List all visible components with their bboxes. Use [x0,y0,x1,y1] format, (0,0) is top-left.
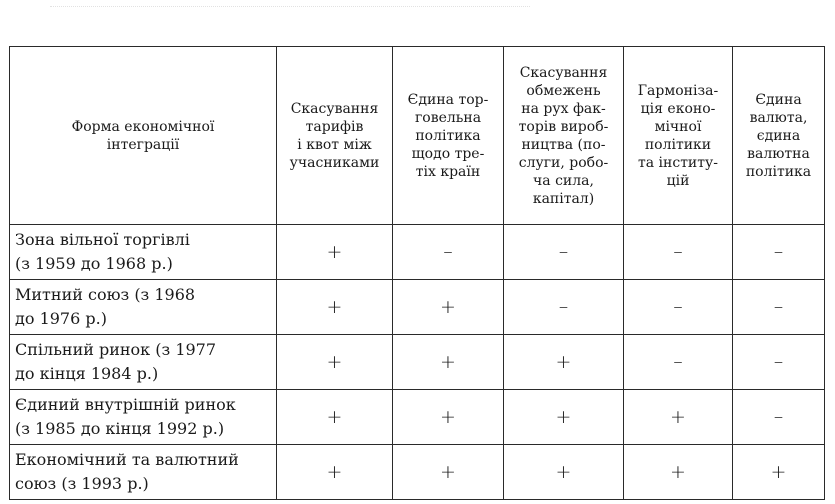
table-cell-mark: + [624,390,733,445]
row-label-common-market: Спільний ринок (з 1977 до кінця 1984 р.) [10,335,277,390]
header-common-trade-policy: Єдина тор- говельна політика щодо тре- тіх країн [393,47,504,225]
row-label-free-trade-zone: Зона вільної торгівлі (з 1959 до 1968 р.) [10,225,277,280]
table-cell-mark: – [733,335,825,390]
header-row [10,47,825,225]
table-row [10,225,825,280]
table-cell-mark: + [504,335,624,390]
table-cell-mark: + [393,445,504,500]
table-cell-mark: – [393,225,504,280]
table-cell-mark: – [624,280,733,335]
header-single-currency: Єдина валюта, єдина валютна політика [733,47,825,225]
row-label-economic-monetary-union: Економічний та валютний союз (з 1993 р.) [10,445,277,500]
table-cell-mark: + [624,445,733,500]
table-cell-mark: + [733,445,825,500]
scan-artifact-line [50,6,530,19]
row-label-customs-union: Митний союз (з 1968 до 1976 р.) [10,280,277,335]
table-cell-mark: + [393,390,504,445]
table-cell-mark: + [277,280,393,335]
table-cell-mark: + [504,445,624,500]
header-policy-harmonization: Гармоніза- ція еконо- мічної політики та інститу- цій [624,47,733,225]
table-cell-mark: – [504,225,624,280]
table-cell-mark: + [393,280,504,335]
table-cell-mark: + [277,445,393,500]
row-label-single-internal-market: Єдиний внутрішній ринок (з 1985 до кінця 1992 р.) [10,390,277,445]
table-cell-mark: + [277,390,393,445]
table-row [10,335,825,390]
table-cell-mark: – [733,225,825,280]
table-cell-mark: + [504,390,624,445]
table-cell-mark: – [504,280,624,335]
table-row [10,390,825,445]
header-factor-movement: Скасування обмежень на рух фак- торів вироб- ництва (по- слуги, робо- ча сила, капітал) [504,47,624,225]
table-row [10,445,825,500]
economic-integration-table [9,46,825,500]
table-cell-mark: – [733,390,825,445]
table-cell-mark: – [624,335,733,390]
table-cell-mark: – [733,280,825,335]
table-row [10,280,825,335]
table-cell-mark: + [393,335,504,390]
header-tariff-abolition: Скасування тарифів і квот між учасниками [277,47,393,225]
table-cell-mark: + [277,335,393,390]
table-cell-mark: – [624,225,733,280]
table-cell-mark: + [277,225,393,280]
header-integration-form: Форма економічної інтеграції [10,47,277,225]
